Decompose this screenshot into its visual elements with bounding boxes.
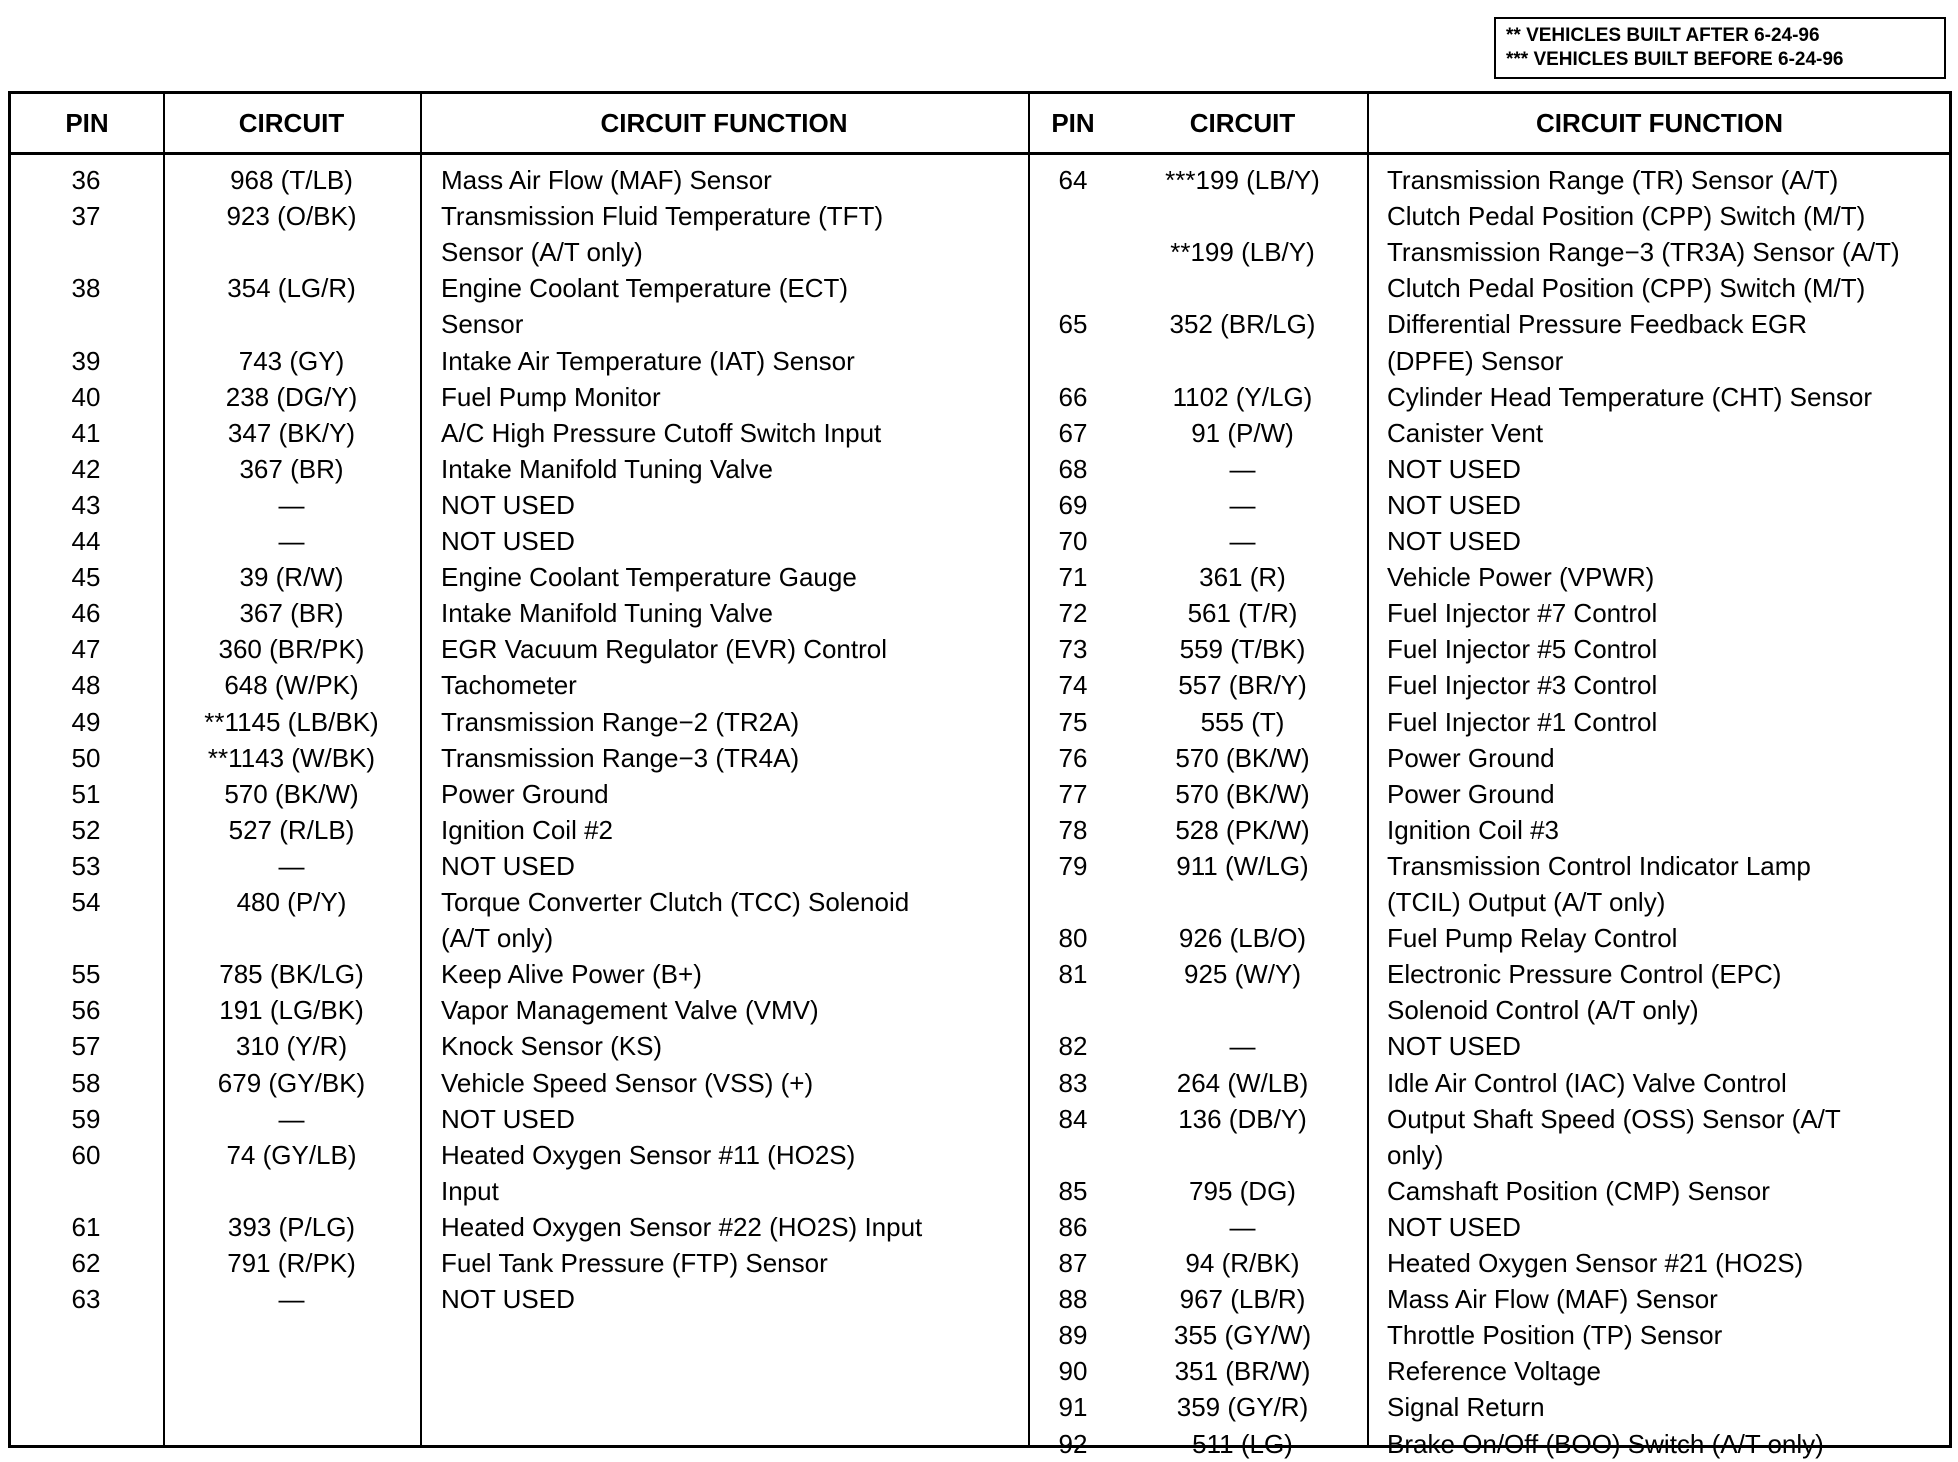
function-cell: NOT USED — [441, 1284, 575, 1315]
function-cell: Vapor Management Valve (VMV) — [441, 995, 819, 1026]
circuit-cell: 238 (DG/Y) — [225, 381, 358, 412]
circuit-cell — [1118, 992, 1367, 1028]
function-cell: Transmission Range−3 (TR3A) Sensor (A/T) — [1387, 237, 1900, 268]
circuit-cell: 528 (PK/W) — [1175, 814, 1310, 845]
function-cell: Ignition Coil #2 — [441, 814, 613, 845]
header-circuit: CIRCUIT — [238, 108, 345, 138]
circuit-cell: 926 (LB/O) — [1178, 923, 1307, 954]
circuit-cell: 191 (LG/BK) — [219, 995, 364, 1026]
circuit-cell: 648 (W/PK) — [224, 670, 359, 701]
pin-cell: 57 — [71, 1031, 101, 1062]
circuit-cell: 679 (GY/BK) — [217, 1067, 366, 1098]
pin-cell — [1028, 270, 1118, 306]
circuit-cell: 136 (DB/Y) — [1178, 1103, 1307, 1134]
function-cell: Sensor (A/T only) — [441, 237, 643, 268]
circuit-cell: **1143 (W/BK) — [207, 742, 376, 773]
function-cell: Intake Manifold Tuning Valve — [441, 453, 773, 484]
pin-cell: 64 — [1058, 165, 1088, 195]
pin-cell: 54 — [71, 887, 101, 917]
pin-cell: 72 — [1058, 598, 1088, 629]
circuit-cell: 91 (P/W) — [1191, 417, 1294, 448]
function-cell: Engine Coolant Temperature Gauge — [441, 562, 857, 593]
function-cell: NOT USED — [1387, 1211, 1521, 1242]
function-cell: Heated Oxygen Sensor #21 (HO2S) — [1387, 1248, 1804, 1278]
circuit-cell: — — [278, 1284, 305, 1315]
circuit-cell: 74 (GY/LB) — [226, 1139, 357, 1170]
circuit-cell: — — [278, 1103, 305, 1134]
pin-cell: 42 — [71, 453, 101, 484]
circuit-cell: — — [1229, 1211, 1256, 1242]
header-circuit-function: CIRCUIT FUNCTION — [1536, 108, 1783, 138]
function-cell: Fuel Pump Relay Control — [1387, 923, 1678, 954]
function-cell: Fuel Injector #5 Control — [1387, 634, 1658, 665]
pin-cell: 41 — [71, 417, 101, 448]
circuit-cell: **1145 (LB/BK) — [204, 706, 379, 737]
function-cell: NOT USED — [441, 850, 575, 881]
circuit-cell: — — [1229, 489, 1256, 520]
function-cell: Knock Sensor (KS) — [441, 1031, 663, 1062]
pin-cell: 70 — [1058, 526, 1088, 556]
header-pin: PIN — [1051, 108, 1095, 138]
function-cell: Electronic Pressure Control (EPC) — [1387, 959, 1782, 990]
function-cell: (TCIL) Output (A/T only) — [1387, 887, 1666, 917]
function-cell: Keep Alive Power (B+) — [441, 959, 702, 990]
function-cell: Tachometer — [441, 670, 577, 701]
circuit-cell: 967 (LB/R) — [1179, 1284, 1306, 1315]
circuit-cell: 351 (BR/W) — [1174, 1356, 1311, 1387]
circuit-cell: 561 (T/R) — [1187, 598, 1298, 629]
circuit-cell: — — [1229, 526, 1256, 556]
circuit-cell: 352 (BR/LG) — [1169, 309, 1316, 340]
pin-cell: 84 — [1058, 1103, 1088, 1134]
circuit-cell — [163, 1173, 420, 1209]
function-cell: A/C High Pressure Cutoff Switch Input — [441, 417, 882, 448]
circuit-cell: 367 (BR) — [239, 453, 344, 484]
function-cell: Heated Oxygen Sensor #22 (HO2S) Input — [441, 1211, 923, 1242]
function-cell: Vehicle Power (VPWR) — [1387, 562, 1655, 593]
circuit-cell: 785 (BK/LG) — [219, 959, 364, 990]
function-cell: Mass Air Flow (MAF) Sensor — [1387, 1284, 1718, 1315]
header-circuit: CIRCUIT — [1189, 108, 1296, 138]
function-cell: Power Ground — [1387, 778, 1555, 809]
function-cell: (A/T only) — [441, 923, 554, 954]
circuit-cell: 393 (P/LG) — [227, 1211, 356, 1242]
circuit-cell: 361 (R) — [1199, 562, 1286, 593]
circuit-cell — [163, 920, 420, 956]
function-cell: Transmission Range−3 (TR4A) — [441, 742, 800, 773]
pin-cell: 71 — [1058, 562, 1088, 593]
pin-cell — [1028, 343, 1118, 379]
function-cell: Transmission Control Indicator Lamp — [1387, 850, 1811, 881]
circuit-cell — [1118, 270, 1367, 306]
circuit-cell: 570 (BK/W) — [1175, 778, 1310, 809]
pin-cell: 87 — [1058, 1248, 1088, 1278]
function-cell: Camshaft Position (CMP) Sensor — [1387, 1175, 1770, 1206]
function-cell: Output Shaft Speed (OSS) Sensor (A/T — [1387, 1103, 1841, 1134]
pin-circuit-table — [8, 91, 1952, 1459]
function-cell: Idle Air Control (IAC) Valve Control — [1387, 1067, 1787, 1098]
pin-cell: 79 — [1058, 850, 1088, 881]
pin-cell — [1028, 1137, 1118, 1173]
circuit-cell — [1118, 884, 1367, 920]
pin-cell — [11, 234, 161, 270]
function-cell: Signal Return — [1387, 1392, 1545, 1423]
pin-cell: 75 — [1058, 706, 1088, 737]
pin-cell — [11, 1173, 161, 1209]
circuit-cell: ***199 (LB/Y) — [1165, 165, 1320, 195]
pin-cell: 52 — [71, 814, 101, 845]
circuit-cell: — — [278, 526, 305, 556]
column-divider — [1367, 94, 1369, 1445]
function-cell: Mass Air Flow (MAF) Sensor — [441, 165, 772, 195]
column-divider — [420, 94, 422, 1445]
circuit-cell: 555 (T) — [1200, 706, 1285, 737]
function-cell: Transmission Range (TR) Sensor (A/T) — [1387, 165, 1839, 195]
circuit-cell: — — [278, 850, 305, 881]
circuit-cell: 347 (BK/Y) — [227, 417, 356, 448]
function-cell: Reference Voltage — [1387, 1356, 1601, 1387]
pin-cell: 61 — [71, 1211, 101, 1242]
pin-cell: 50 — [71, 742, 101, 773]
pin-cell — [11, 306, 161, 342]
pin-cell: 62 — [71, 1248, 101, 1278]
circuit-cell: — — [278, 489, 305, 520]
vehicle-build-date-note — [1494, 17, 1946, 79]
pin-cell: 56 — [71, 995, 101, 1026]
function-cell: NOT USED — [1387, 453, 1521, 484]
pin-cell: 55 — [71, 959, 101, 990]
function-cell: Clutch Pedal Position (CPP) Switch (M/T) — [1387, 201, 1866, 232]
circuit-cell — [1118, 343, 1367, 379]
circuit-cell: 570 (BK/W) — [224, 778, 359, 809]
pin-cell — [1028, 992, 1118, 1028]
function-cell: NOT USED — [1387, 489, 1521, 520]
pin-cell: 36 — [71, 165, 101, 195]
pin-cell: 89 — [1058, 1320, 1088, 1351]
circuit-cell: 559 (T/BK) — [1179, 634, 1306, 665]
circuit-cell: 367 (BR) — [239, 598, 344, 629]
circuit-cell: 795 (DG) — [1189, 1175, 1296, 1206]
circuit-cell: 527 (R/LB) — [228, 814, 355, 845]
circuit-cell: 355 (GY/W) — [1173, 1320, 1312, 1351]
circuit-cell: **199 (LB/Y) — [1170, 237, 1315, 268]
note-line: *** VEHICLES BUILT BEFORE 6-24-96 — [1506, 49, 1844, 70]
circuit-cell: 310 (Y/R) — [235, 1031, 348, 1062]
pin-cell: 67 — [1058, 417, 1088, 448]
circuit-cell: 94 (R/BK) — [1185, 1248, 1300, 1278]
pin-cell: 49 — [71, 706, 101, 737]
function-cell: Fuel Injector #7 Control — [1387, 598, 1658, 629]
circuit-cell: 511 (LG) — [1192, 1428, 1293, 1459]
pin-cell: 90 — [1058, 1356, 1088, 1387]
pin-cell: 37 — [71, 201, 101, 232]
pin-cell: 85 — [1058, 1175, 1088, 1206]
pin-cell: 81 — [1058, 959, 1088, 990]
function-cell: Fuel Tank Pressure (FTP) Sensor — [441, 1248, 828, 1278]
function-cell: EGR Vacuum Regulator (EVR) Control — [441, 634, 888, 665]
function-cell: Vehicle Speed Sensor (VSS) (+) — [441, 1067, 814, 1098]
note-line: ** VEHICLES BUILT AFTER 6-24-96 — [1506, 25, 1820, 46]
circuit-cell: 264 (W/LB) — [1176, 1067, 1309, 1098]
pin-cell: 44 — [71, 526, 101, 556]
pin-cell: 68 — [1058, 453, 1088, 484]
pin-cell: 53 — [71, 850, 101, 881]
function-cell: Ignition Coil #3 — [1387, 814, 1559, 845]
pin-cell: 77 — [1058, 778, 1088, 809]
circuit-cell: 39 (R/W) — [239, 562, 344, 593]
circuit-cell: 557 (BR/Y) — [1178, 670, 1307, 701]
pin-cell — [1028, 198, 1118, 234]
pin-cell: 38 — [71, 273, 101, 304]
function-cell: Fuel Injector #3 Control — [1387, 670, 1658, 701]
circuit-cell: 1102 (Y/LG) — [1172, 381, 1313, 412]
function-cell: Input — [441, 1175, 499, 1206]
circuit-cell: 570 (BK/W) — [1175, 742, 1310, 773]
function-cell: Transmission Range−2 (TR2A) — [441, 706, 800, 737]
function-cell: NOT USED — [441, 489, 575, 520]
circuit-cell — [163, 306, 420, 342]
pin-cell: 82 — [1058, 1031, 1088, 1062]
circuit-cell: 354 (LG/R) — [227, 273, 356, 304]
function-cell: Cylinder Head Temperature (CHT) Sensor — [1387, 381, 1873, 412]
pin-cell: 51 — [71, 778, 101, 809]
function-cell: Clutch Pedal Position (CPP) Switch (M/T) — [1387, 273, 1866, 304]
pin-cell: 69 — [1058, 489, 1088, 520]
pin-cell: 86 — [1058, 1211, 1088, 1242]
header-circuit-function: CIRCUIT FUNCTION — [600, 108, 848, 138]
function-cell: Intake Manifold Tuning Valve — [441, 598, 773, 629]
pin-cell: 59 — [71, 1103, 101, 1134]
pin-cell: 43 — [71, 489, 101, 520]
pin-cell: 91 — [1058, 1392, 1088, 1423]
function-cell: Solenoid Control (A/T only) — [1387, 995, 1699, 1026]
circuit-cell: 480 (P/Y) — [236, 887, 347, 917]
pin-cell: 66 — [1058, 381, 1088, 412]
pin-cell: 63 — [71, 1284, 101, 1315]
function-cell: Brake On/Off (BOO) Switch (A/T only) — [1387, 1428, 1824, 1459]
function-cell: (DPFE) Sensor — [1387, 345, 1564, 376]
function-cell: Fuel Injector #1 Control — [1387, 706, 1658, 737]
function-cell: Sensor — [441, 309, 524, 340]
circuit-cell: 923 (O/BK) — [226, 201, 357, 232]
pin-cell: 92 — [1058, 1428, 1088, 1459]
pin-cell: 73 — [1058, 634, 1088, 665]
circuit-cell: 360 (BR/PK) — [218, 634, 365, 665]
pin-cell: 40 — [71, 381, 101, 412]
pin-cell: 48 — [71, 670, 101, 701]
pin-cell: 76 — [1058, 742, 1088, 773]
function-cell: Power Ground — [1387, 742, 1555, 773]
pin-cell: 78 — [1058, 814, 1088, 845]
pin-cell: 58 — [71, 1067, 101, 1098]
circuit-cell: 791 (R/PK) — [227, 1248, 356, 1278]
function-cell: Fuel Pump Monitor — [441, 381, 661, 412]
header-pin: PIN — [65, 108, 109, 138]
function-cell: NOT USED — [441, 1103, 575, 1134]
header-divider — [11, 152, 1949, 155]
pin-cell: 74 — [1058, 670, 1088, 701]
function-cell: Differential Pressure Feedback EGR — [1387, 309, 1808, 340]
pin-cell: 45 — [71, 562, 101, 593]
function-cell: Canister Vent — [1387, 417, 1544, 448]
circuit-cell: 911 (W/LG) — [1176, 850, 1309, 881]
function-cell: Transmission Fluid Temperature (TFT) — [441, 201, 884, 232]
function-cell: Heated Oxygen Sensor #11 (HO2S) — [441, 1139, 856, 1170]
function-cell: Intake Air Temperature (IAT) Sensor — [441, 345, 855, 376]
circuit-cell — [163, 234, 420, 270]
pin-cell — [11, 920, 161, 956]
circuit-cell: 359 (GY/R) — [1176, 1392, 1309, 1423]
pin-cell: 80 — [1058, 923, 1088, 954]
circuit-cell: — — [1229, 1031, 1256, 1062]
pin-cell: 47 — [71, 634, 101, 665]
function-cell: only) — [1387, 1139, 1444, 1170]
function-cell: Torque Converter Clutch (TCC) Solenoid — [441, 887, 910, 917]
pin-cell: 83 — [1058, 1067, 1088, 1098]
function-cell: Throttle Position (TP) Sensor — [1387, 1320, 1723, 1351]
function-cell: Engine Coolant Temperature (ECT) — [441, 273, 849, 304]
pin-cell: 46 — [71, 598, 101, 629]
circuit-cell — [1118, 198, 1367, 234]
circuit-cell: — — [1229, 453, 1256, 484]
pin-cell: 88 — [1058, 1284, 1088, 1315]
function-cell: NOT USED — [1387, 526, 1521, 556]
function-cell: Power Ground — [441, 778, 609, 809]
pin-cell: 65 — [1058, 309, 1088, 340]
circuit-cell — [1118, 1137, 1367, 1173]
function-cell: NOT USED — [1387, 1031, 1521, 1062]
pin-cell — [1028, 884, 1118, 920]
circuit-cell: 925 (W/Y) — [1183, 959, 1302, 990]
circuit-cell: 743 (GY) — [238, 345, 345, 376]
circuit-cell: 968 (T/LB) — [230, 165, 353, 195]
pin-cell: 39 — [71, 345, 101, 376]
pin-cell — [1028, 234, 1118, 270]
function-cell: NOT USED — [441, 526, 575, 556]
pin-cell: 60 — [71, 1139, 101, 1170]
